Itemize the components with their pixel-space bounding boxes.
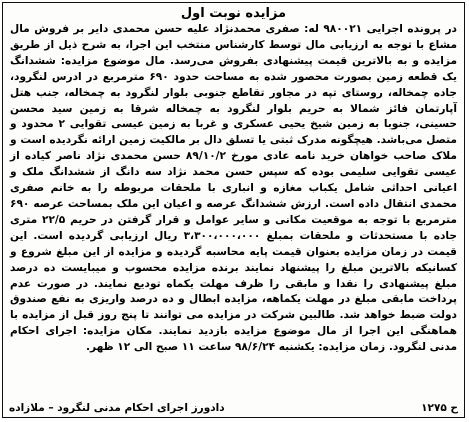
notice-code: ح ۱۲۷۵: [421, 402, 458, 414]
notice-body: در پرونده اجرایی ۹۸۰۰۲۱ له: صفری محمدنژاد علیه حسن محمدی دایر بر فروش مال مشاع با توجه به ارزیابی مال توسط کارشناس منتخب این اجرا، به شرح ذیل از طریق مزایده و به بالاترین قیمت پیشنهادی بفروش می‌رسد. مال موضوع مزایده: ششدانگ یک قطعه زمین بصورت محصور شده به مساحت حدود ۶۹۰ مترمربع در ادرس لنگرود، جاده چمخاله، روستای تپه در مجاور تقاطع جنوبی بلوار لنگرود به چمخاله، جنب هتل آپارتمان فائز شمالا به حریم بلوار لنگرود به چمخاله شرقا به زمین سید محسن حسینی، جنوبا به زمین شیخ یحیی عسکری و غربا به زمین عیسی تقوایی ۲ محدود و متصل می‌باشد. هیچگونه مدرک ثبتی یا تسلق دال بر مالکیت زمین ارائه نگردیده است و ملاک صاحب خواهان خرید نامه عادی مورخ ۸۹/۱۰/۲ حسن محمدی نژاد ناصر کیاده از عیسی تقوایی سلیمی بوده که سپس حسن محمد نژاد سه دانگ از ششدانگ ملک و اعیانی احداثی شامل یکباب مغازه و انباری با ملحقات مربوطه را به خانم صفری محمدی انتقال داده است. ارزش ششدانگ عرصه و اعیان این ملک بمساحت عرصه ۶۹۰ مترمربع با توجه به موقعیت مکانی و سایر عوامل و قرار گرفتن در حریم ۲۲/۵ متری جاده با مستحدثات و ملحقات بمبلغ ۳،۳۰۰،۰۰۰،۰۰۰ ریال ارزیابی گردیده است. این قیمت در زمان مزایده بعنوان قیمت پایه محاسبه گردیده و مزایده از این مبلغ شروع و کسانیکه بالاترین مبلغ را پیشنهاد نمایند برنده مزایده محسوب و میبایست ده درصد مبلغ پیشنهادی را نقدا و مابقی را ظرف مهلت یکماه تودیع نمایند. در صورت عدم پرداخت مابقی مبلغ در مهلت یکماهه، مزایده ابطال و ده درصد واریزی به نفع صندوق دولت ضبط خواهد شد. طالبین شرکت در مزایده می توانند تا پنج روز قبل از مزایده با هماهنگی این اجرا از مال موضوع مزایده بازدید نمایند. مکان مزایده: اجرای احکام مدنی لنگرود. زمان مزایده: یکشنبه ۹۸/۶/۲۴ ساعت ۱۱ صبح الی ۱۲ ظهر.: [10, 23, 458, 354]
notice-title: مزایده نوبت اول: [180, 6, 287, 21]
notice-signature: دادورز اجرای احکام مدنی لنگرود – ملازاده: [9, 402, 225, 414]
notice-frame: [2, 2, 465, 418]
notice-footer: [9, 402, 458, 414]
